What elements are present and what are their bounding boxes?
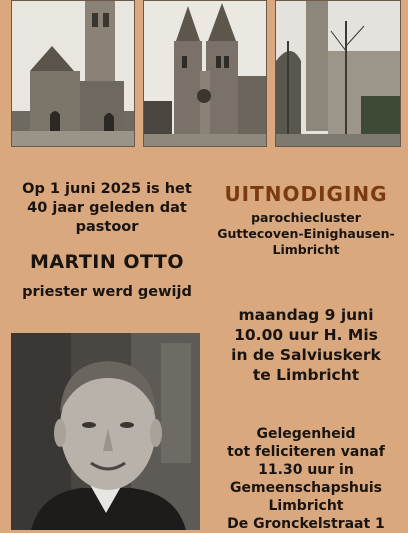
priest-portrait	[11, 333, 200, 530]
mass-line: in de Salviuskerk	[231, 346, 381, 364]
congrats-line: Gemeenschapshuis	[230, 480, 382, 496]
congrats-line: tot feliciteren vanaf	[227, 444, 385, 460]
intro-line: 40 jaar geleden dat	[27, 200, 187, 216]
congrats-line: Limbricht	[268, 498, 344, 514]
mass-details	[208, 305, 404, 385]
intro-line: Op 1 juni 2025 is het	[22, 181, 192, 197]
cluster-line: Guttecoven-Einighausen-	[217, 226, 395, 241]
congratulations-details	[208, 425, 404, 533]
invitation-title: UITNODIGING	[224, 182, 388, 206]
intro-line: pastoor	[75, 219, 139, 235]
parish-cluster	[208, 210, 404, 258]
congrats-line: De Gronckelstraat 1	[227, 516, 385, 532]
congrats-line: Gelegenheid	[256, 426, 356, 442]
mass-line: 10.00 uur H. Mis	[234, 326, 378, 344]
congrats-line: 11.30 uur in	[258, 462, 354, 478]
intro-text	[8, 180, 206, 237]
mass-line: te Limbricht	[252, 366, 360, 384]
mass-line: maandag 9 juni	[238, 306, 374, 324]
church-photo-limbricht	[275, 0, 401, 147]
priest-name: MARTIN OTTO	[29, 251, 185, 273]
church-photo-guttecoven	[11, 0, 135, 147]
church-photo-einighausen	[143, 0, 267, 147]
cluster-line: parochiecluster	[251, 210, 361, 225]
cluster-line: Limbricht	[272, 242, 340, 257]
ordained-text: priester werd gewijd	[22, 284, 192, 300]
